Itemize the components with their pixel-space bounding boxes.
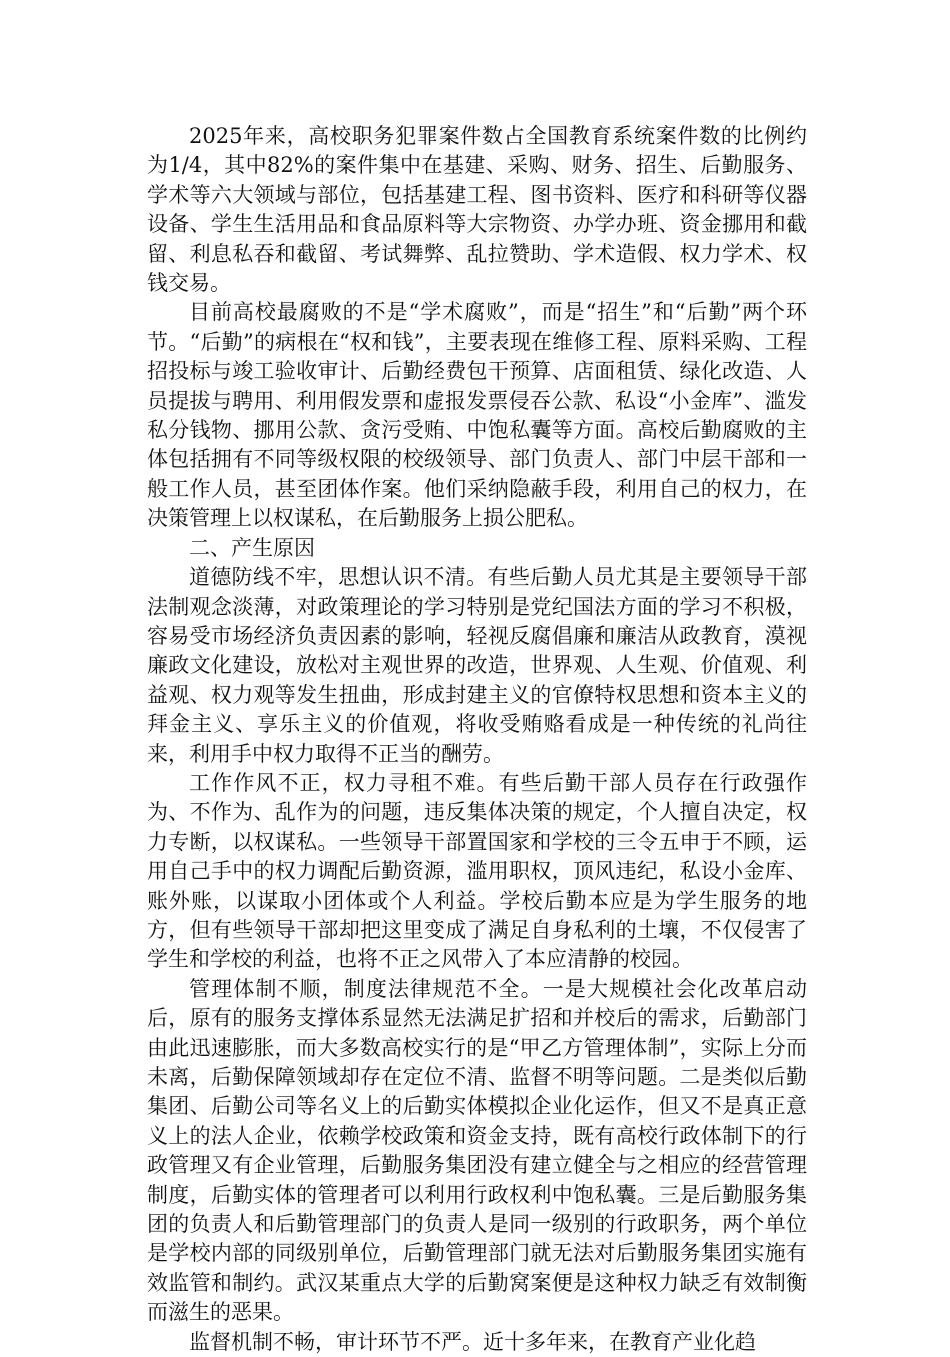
paragraph-statistics: 2025年来，高校职务犯罪案件数占全国教育系统案件数的比例约为1/4，其中82%的案件集中在基建、采购、财务、招生、后勤服务、学术等六大领域与部位，包括基建工程、图书资料、医疗和科研等仪器设备、学生生活用品和食品原料等大宗物资、办学办班、资金挪用和截留、利息私吞和截留、考试舞弊、乱拉赞助、学术造假、权力学术、权钱交易。 xyxy=(147,124,807,296)
paragraph-management-system: 管理体制不顺，制度法律规范不全。一是大规模社会化改革启动后，原有的服务支撑体系显然无法满足扩招和并校后的需求，后勤部门由此迅速膨胀，而大多数高校实行的是“甲乙方管理体制”，实际上分而未离，后勤保障领域却存在定位不清、监督不明等问题。二是类似后勤集团、后勤公司等名义上的后勤实体模拟企业化运作，但又不是真正意义上的法人企业，依赖学校政策和资金支持，既有高校行政体制下的行政管理又有企业管理，后勤服务集团没有建立健全与之相应的经营管理制度，后勤实体的管理者可以利用行政权利中饱私囊。三是后勤服务集团的负责人和后勤管理部门的负责人是同一级别的行政职务，两个单位是学校内部的同级别单位，后勤管理部门就无法对后勤服务集团实施有效监管和制约。武汉某重点大学的后勤窝案便是这种权力缺乏有效制衡而滋生的恶果。 xyxy=(147,976,807,1325)
section-heading-causes: 二、产生原因 xyxy=(189,535,315,560)
document-body xyxy=(147,122,807,1357)
paragraph-work-style: 工作作风不正，权力寻租不难。有些后勤干部人员存在行政强作为、不作为、乱作为的问题，违反集体决策的规定，个人擅自决定，权力专断，以权谋私。一些领导干部置国家和学校的三令五申于不顾，运用自己手中的权力调配后勤资源，滥用职权，顶风违纪，私设小金库、账外账，以谋取小团体或个人利益。学校后勤本应是为学生服务的地方，但有些领导干部却把这里变成了满足自身私利的土壤，不仅侵害了学生和学校的利益，也将不正之风带入了本应清静的校园。 xyxy=(147,770,807,972)
paragraph-supervision: 监督机制不畅，审计环节不严。近十多年来，在教育产业化趋 xyxy=(189,1329,756,1354)
paragraph-moral-defense: 道德防线不牢，思想认识不清。有些后勤人员尤其是主要领导干部法制观念淡薄，对政策理论的学习特别是党纪国法方面的学习不积极，容易受市场经济负责因素的影响，轻视反腐倡廉和廉洁从政教育，漠视廉政文化建设，放松对主观世界的改造，世界观、人生观、价值观、利益观、权力观等发生扭曲，形成封建主义的官僚特权思想和资本主义的拜金主义、享乐主义的价值观，将收受贿赂看成是一种传统的礼尚往来，利用手中权力取得不正当的酬劳。 xyxy=(147,565,807,766)
paragraph-logistics-corruption: 目前高校最腐败的不是“学术腐败”，而是“招生”和“后勤”两个环节。“后勤”的病根在“权和钱”，主要表现在维修工程、原料采购、工程招投标与竣工验收审计、后勤经费包干预算、店面租赁、绿化改造、人员提拔与聘用、利用假发票和虚报发票侵吞公款、私设“小金库”、滥发私分钱物、挪用公款、贪污受贿、中饱私囊等方面。高校后勤腐败的主体包括拥有不同等级权限的校级领导、部门负责人、部门中层干部和一般工作人员，甚至团体作案。他们采纳隐蔽手段，利用自己的权力，在决策管理上以权谋私，在后勤服务上损公肥私。 xyxy=(147,300,807,531)
